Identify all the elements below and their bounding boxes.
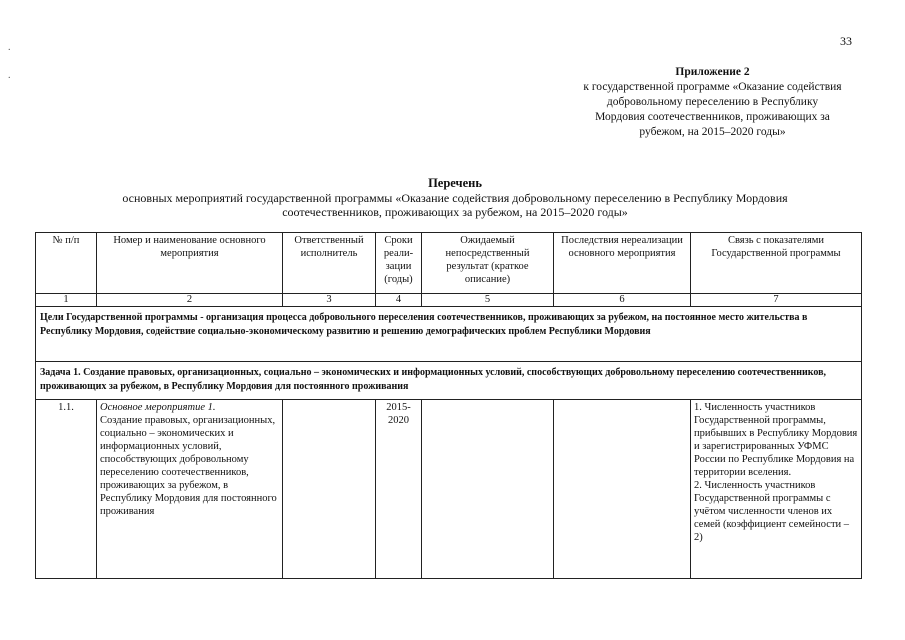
result-cell [422,400,554,579]
document-heading [70,176,840,220]
goal-row [36,307,862,362]
table-row [36,400,862,579]
table-header-row [36,233,862,294]
document-subtitle-line: основных мероприятий государственной программы «Оказание содействия добровольному переселению в Республику Мордовия [122,190,788,205]
appendix-line: рубежом, на 2015–2020 годы» [639,126,786,138]
column-header: Сроки реали-зации (годы) [376,233,422,294]
column-header: Последствия нереализации основного мероприятия [554,233,691,294]
column-number: 7 [691,294,862,307]
appendix-title: Приложение 2 [675,66,750,78]
task-text: Задача 1. Создание правовых, организационных, социально – экономических и информационных условий, способствующих добровольному переселению соотечественников, проживающих за рубежом, в Республику Мордовия для постоянного проживания [36,362,862,400]
scan-mark: . [8,42,11,53]
measure-label: Основное мероприятие 1. [100,402,216,413]
task-row [36,362,862,400]
appendix-line: добровольному переселению в Республику [606,96,819,108]
column-header: Ответственный исполнитель [283,233,376,294]
consequences-cell [554,400,691,579]
page-number: 33 [840,34,852,48]
document-title: Перечень [428,176,482,190]
column-number: 5 [422,294,554,307]
document-subtitle-line: соотечественников, проживающих за рубежом, на 2015–2020 годы» [282,205,628,219]
scan-mark: . [8,70,11,81]
column-header: Ожидаемый непосредственный результат (краткое описание) [422,233,554,294]
column-header: Номер и наименование основного мероприятия [97,233,283,294]
measure-text: Создание правовых, организационных, социально – экономических и информационных условий, способствующих добровольному переселению соотечественников, проживающих за рубежом, в Республику Мордовия для постоянного проживания [100,415,277,517]
appendix-line: Мордовия соотечественников, проживающих за [595,111,830,123]
measures-table [35,232,862,579]
executor-cell [283,400,376,579]
column-header: № п/п [36,233,97,294]
column-number: 2 [97,294,283,307]
column-number-row [36,294,862,307]
row-number: 1.1. [36,400,97,579]
indicators-cell [691,400,862,579]
measure-name-cell [97,400,283,579]
column-number: 4 [376,294,422,307]
indicator-text: 1. Численность участников Государственной программы, прибывших в Республику Мордовия и зарегистрированных УФМС России по Республике Мордовия на территории вселения. [694,402,858,478]
goal-text: Цели Государственной программы - организация процесса добровольного переселения соотечественников, проживающих за рубежом, на постоянное место жительства в Республику Мордовия, содействие социально-экономическому развитию и решению демографических проблем Республики Мордовия [36,307,862,362]
indicator-text: 2. Численность участников Государственной программы с учётом численности членов их семей (коэффициент семейности – 2) [694,480,850,543]
column-number: 6 [554,294,691,307]
column-number: 3 [283,294,376,307]
period-cell: 2015-2020 [376,400,422,579]
appendix-block [560,65,865,140]
column-header: Связь с показателями Государственной программы [691,233,862,294]
column-number: 1 [36,294,97,307]
appendix-line: к государственной программе «Оказание содействия [583,81,842,93]
